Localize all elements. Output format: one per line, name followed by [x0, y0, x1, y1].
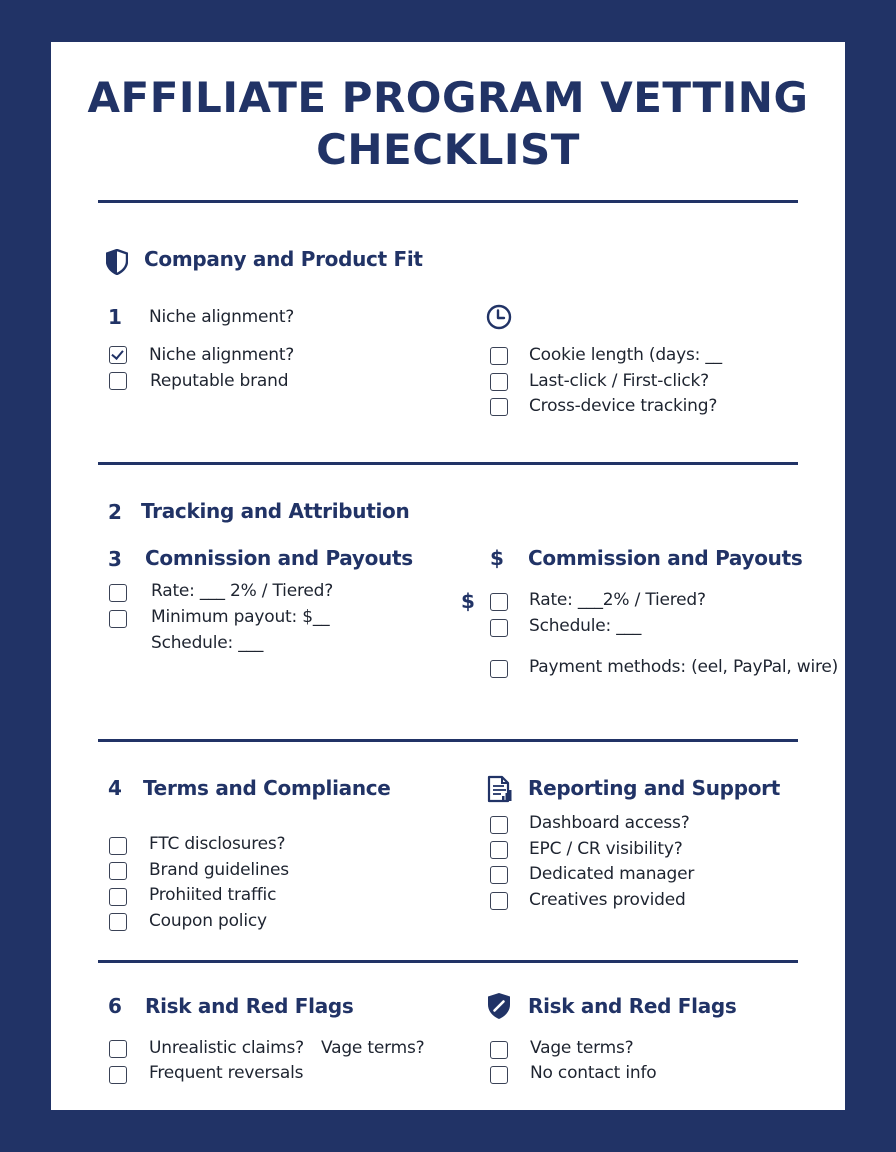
checklist-item-label: Schedule: ___: [529, 616, 642, 636]
section-number: 6: [108, 994, 122, 1018]
dollar-icon: $: [490, 546, 504, 570]
shield-check-icon: [487, 992, 511, 1020]
checkbox-payment-methods[interactable]: [490, 660, 508, 678]
checklist-item-label: Cookie length (days: __: [529, 345, 722, 365]
checklist-item-label: Brand guidelines: [149, 860, 289, 880]
checklist-item-label: Rate: ___2% / Tiered?: [529, 590, 706, 610]
checklist-item-label: Frequent reversals: [149, 1063, 304, 1083]
checkbox-vague-terms[interactable]: [490, 1041, 508, 1059]
checklist-item-label: Dashboard access?: [529, 813, 690, 833]
divider: [98, 462, 798, 465]
dollar-icon: $: [461, 589, 475, 613]
checkbox-prohibited-traffic[interactable]: [109, 888, 127, 906]
checkbox-cross-device[interactable]: [490, 398, 508, 416]
checkbox-creatives-provided[interactable]: [490, 892, 508, 910]
checklist-item-label: Niche alignment?: [149, 345, 295, 365]
section-heading-terms: Terms and Compliance: [143, 776, 391, 800]
section-heading-commission-right: Commission and Payouts: [528, 546, 803, 570]
checklist-item-extra-label: Vage terms?: [321, 1038, 425, 1058]
report-document-icon: [487, 775, 513, 803]
section-heading-tracking: Tracking and Attribution: [141, 499, 410, 523]
section-number: 3: [108, 547, 122, 571]
checkbox-rate[interactable]: [109, 584, 127, 602]
checkbox-frequent-reversals[interactable]: [109, 1066, 127, 1084]
section-heading-commission-left: Comnission and Payouts: [145, 546, 413, 570]
section-number: 4: [108, 776, 122, 800]
section-number: 2: [108, 500, 122, 524]
checkbox-cookie-length[interactable]: [490, 347, 508, 365]
checklist-item-label: FTC disclosures?: [149, 834, 286, 854]
checklist-item-label: Schedule: ___: [151, 633, 264, 653]
section-heading-reporting: Reporting and Support: [528, 776, 780, 800]
checklist-item-label: Unrealistic claims?: [149, 1038, 305, 1058]
checkbox-niche-alignment[interactable]: [109, 346, 127, 364]
checklist-item-label: Reputable brand: [150, 371, 289, 391]
checkbox-reputable-brand[interactable]: [109, 372, 127, 390]
checkbox-last-first-click[interactable]: [490, 373, 508, 391]
checklist-item-label: EPC / CR visibility?: [529, 839, 683, 859]
title-line-1: AFFILIATE PROGRAM VETTING: [87, 73, 809, 122]
checklist-item-label: Minimum payout: $__: [151, 607, 330, 627]
page-title: [0, 72, 896, 176]
checkbox-minimum-payout[interactable]: [109, 610, 127, 628]
checklist-item-label: Creatives provided: [529, 890, 686, 910]
checkbox-rate-right[interactable]: [490, 593, 508, 611]
checkbox-brand-guidelines[interactable]: [109, 862, 127, 880]
title-line-2: CHECKLIST: [316, 125, 580, 174]
checkbox-coupon-policy[interactable]: [109, 913, 127, 931]
checklist-item-label: Payment methods: (eel, PayPal, wire): [529, 657, 839, 677]
list-item-label: Niche alignment?: [149, 307, 295, 327]
checkbox-no-contact-info[interactable]: [490, 1066, 508, 1084]
checklist-item-label: Dedicated manager: [529, 864, 695, 884]
checklist-item-label: Prohiited traffic: [149, 885, 277, 905]
divider: [98, 960, 798, 963]
section-heading-company-fit: Company and Product Fit: [144, 247, 423, 271]
section-heading-risk-left: Risk and Red Flags: [145, 994, 354, 1018]
divider: [98, 739, 798, 742]
divider: [98, 200, 798, 203]
checklist-item-label: No contact info: [530, 1063, 657, 1083]
checkbox-ftc-disclosures[interactable]: [109, 837, 127, 855]
shield-icon: [106, 249, 128, 275]
checklist-item-label: Vage terms?: [530, 1038, 634, 1058]
checkbox-unrealistic-claims[interactable]: [109, 1040, 127, 1058]
checklist-item-label: Last-click / First-click?: [529, 371, 709, 391]
checklist-item-label: Rate: ___ 2% / Tiered?: [151, 581, 334, 601]
checkbox-dashboard-access[interactable]: [490, 816, 508, 834]
checklist-item-label: Coupon policy: [149, 911, 267, 931]
checkbox-dedicated-manager[interactable]: [490, 866, 508, 884]
checkbox-epc-cr[interactable]: [490, 841, 508, 859]
checkbox-schedule-right[interactable]: [490, 619, 508, 637]
section-heading-risk-right: Risk and Red Flags: [528, 994, 737, 1018]
clock-icon: [486, 304, 512, 330]
section-number: 1: [108, 305, 122, 329]
checklist-item-label: Cross-device tracking?: [529, 396, 718, 416]
